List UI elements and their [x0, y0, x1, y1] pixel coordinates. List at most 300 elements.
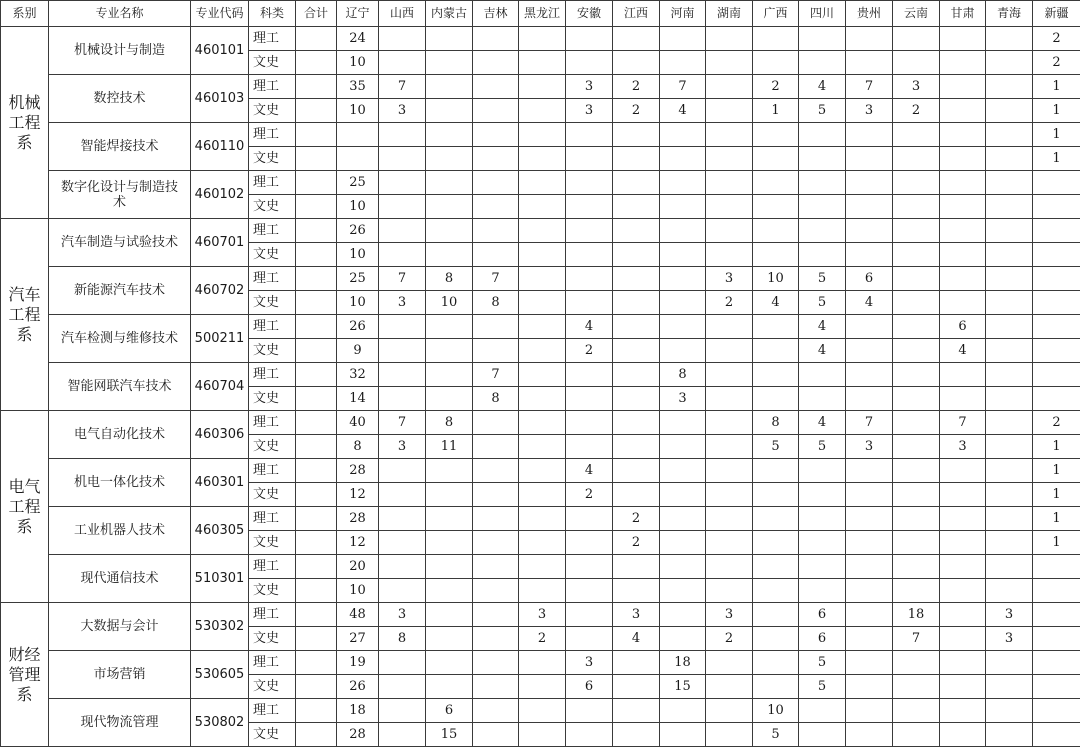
- quota-cell: [519, 219, 566, 243]
- quota-cell: [473, 123, 519, 147]
- quota-cell: [846, 51, 893, 75]
- quota-cell: [566, 699, 613, 723]
- quota-cell: [660, 555, 706, 579]
- quota-cell: [893, 195, 940, 219]
- subject-category-cell: 文史: [249, 435, 296, 459]
- major-code-cell: 530605: [191, 651, 249, 699]
- quota-cell: [940, 195, 986, 219]
- table-row: [1, 459, 1080, 483]
- quota-cell: 18: [337, 699, 379, 723]
- quota-cell: 10: [337, 51, 379, 75]
- quota-cell: [893, 51, 940, 75]
- quota-cell: 5: [799, 675, 846, 699]
- quota-cell: [473, 195, 519, 219]
- quota-cell: [613, 339, 660, 363]
- column-header: 云南: [893, 1, 940, 27]
- quota-cell: [473, 147, 519, 171]
- quota-cell: 2: [566, 339, 613, 363]
- quota-cell: 4: [940, 339, 986, 363]
- quota-cell: [940, 147, 986, 171]
- quota-cell: [846, 723, 893, 747]
- quota-cell: [846, 459, 893, 483]
- quota-cell: [846, 339, 893, 363]
- quota-cell: [940, 675, 986, 699]
- quota-cell: [846, 555, 893, 579]
- quota-cell: [846, 147, 893, 171]
- quota-cell: [846, 507, 893, 531]
- table-row: [1, 315, 1080, 339]
- quota-cell: [660, 123, 706, 147]
- table-row: [1, 411, 1080, 435]
- quota-cell: [753, 171, 799, 195]
- quota-cell: 10: [337, 291, 379, 315]
- quota-cell: [986, 171, 1033, 195]
- quota-cell: [473, 555, 519, 579]
- quota-cell: 2: [613, 99, 660, 123]
- quota-cell: [799, 531, 846, 555]
- quota-cell: [1033, 723, 1080, 747]
- quota-cell: 8: [473, 291, 519, 315]
- quota-cell: [519, 147, 566, 171]
- total-cell: [296, 243, 337, 267]
- quota-cell: [893, 723, 940, 747]
- quota-cell: 3: [566, 99, 613, 123]
- major-code-cell: 460702: [191, 267, 249, 315]
- total-cell: [296, 267, 337, 291]
- quota-cell: 3: [379, 99, 426, 123]
- quota-cell: [706, 171, 753, 195]
- quota-cell: [893, 555, 940, 579]
- quota-cell: [426, 195, 473, 219]
- column-header: 江西: [613, 1, 660, 27]
- major-name-cell: 大数据与会计: [49, 603, 191, 651]
- quota-cell: [379, 507, 426, 531]
- department-cell: 汽车工程系: [1, 219, 49, 411]
- quota-cell: [846, 579, 893, 603]
- quota-cell: [473, 579, 519, 603]
- total-cell: [296, 291, 337, 315]
- quota-cell: [986, 267, 1033, 291]
- column-header: 青海: [986, 1, 1033, 27]
- quota-cell: [706, 123, 753, 147]
- quota-cell: [379, 147, 426, 171]
- quota-cell: [426, 219, 473, 243]
- quota-cell: [893, 507, 940, 531]
- quota-cell: [846, 27, 893, 51]
- table-row: [1, 651, 1080, 675]
- quota-cell: [660, 723, 706, 747]
- subject-category-cell: 理工: [249, 603, 296, 627]
- quota-cell: [473, 603, 519, 627]
- quota-cell: [706, 339, 753, 363]
- major-code-cell: 530302: [191, 603, 249, 651]
- quota-cell: [473, 723, 519, 747]
- quota-cell: [986, 507, 1033, 531]
- quota-cell: [473, 171, 519, 195]
- quota-cell: [799, 243, 846, 267]
- quota-cell: [473, 411, 519, 435]
- quota-cell: [613, 243, 660, 267]
- quota-cell: [379, 171, 426, 195]
- quota-cell: [706, 411, 753, 435]
- quota-cell: 14: [337, 387, 379, 411]
- quota-cell: 4: [566, 459, 613, 483]
- quota-cell: [613, 483, 660, 507]
- subject-category-cell: 理工: [249, 123, 296, 147]
- quota-cell: [753, 315, 799, 339]
- major-name-cell: 市场营销: [49, 651, 191, 699]
- quota-cell: [846, 675, 893, 699]
- major-code-cell: 460301: [191, 459, 249, 507]
- quota-cell: 3: [566, 651, 613, 675]
- quota-cell: [519, 411, 566, 435]
- quota-cell: [799, 507, 846, 531]
- total-cell: [296, 363, 337, 387]
- quota-cell: [986, 387, 1033, 411]
- quota-cell: [473, 339, 519, 363]
- quota-cell: [660, 315, 706, 339]
- quota-cell: 7: [473, 267, 519, 291]
- quota-cell: [940, 291, 986, 315]
- quota-cell: [473, 699, 519, 723]
- quota-cell: 8: [426, 411, 473, 435]
- total-cell: [296, 387, 337, 411]
- quota-cell: 3: [660, 387, 706, 411]
- quota-cell: [566, 555, 613, 579]
- quota-cell: [426, 627, 473, 651]
- quota-cell: 3: [986, 603, 1033, 627]
- quota-cell: [986, 195, 1033, 219]
- quota-cell: [566, 243, 613, 267]
- quota-cell: [799, 363, 846, 387]
- quota-cell: 2: [519, 627, 566, 651]
- total-cell: [296, 435, 337, 459]
- quota-cell: 28: [337, 507, 379, 531]
- quota-cell: [986, 99, 1033, 123]
- quota-cell: [473, 315, 519, 339]
- quota-cell: [706, 651, 753, 675]
- quota-cell: [706, 507, 753, 531]
- quota-cell: [940, 267, 986, 291]
- table-row: [1, 699, 1080, 723]
- quota-cell: [893, 387, 940, 411]
- quota-cell: 12: [337, 531, 379, 555]
- quota-cell: [426, 579, 473, 603]
- quota-cell: [660, 219, 706, 243]
- quota-cell: 6: [846, 267, 893, 291]
- quota-cell: 12: [337, 483, 379, 507]
- quota-cell: 32: [337, 363, 379, 387]
- total-cell: [296, 675, 337, 699]
- quota-cell: [846, 123, 893, 147]
- quota-cell: [706, 243, 753, 267]
- quota-cell: [846, 363, 893, 387]
- column-header: 四川: [799, 1, 846, 27]
- major-name-cell: 汽车检测与维修技术: [49, 315, 191, 363]
- quota-cell: [753, 51, 799, 75]
- quota-cell: [519, 339, 566, 363]
- quota-cell: [706, 579, 753, 603]
- quota-cell: [940, 27, 986, 51]
- quota-cell: [706, 435, 753, 459]
- table-row: [1, 219, 1080, 243]
- quota-cell: 11: [426, 435, 473, 459]
- quota-cell: [940, 531, 986, 555]
- quota-cell: [426, 75, 473, 99]
- quota-cell: [613, 291, 660, 315]
- quota-cell: [379, 387, 426, 411]
- quota-cell: [940, 579, 986, 603]
- quota-cell: [940, 123, 986, 147]
- quota-cell: [613, 435, 660, 459]
- quota-cell: [986, 555, 1033, 579]
- total-cell: [296, 411, 337, 435]
- quota-cell: [893, 27, 940, 51]
- major-code-cell: 460306: [191, 411, 249, 459]
- quota-cell: [706, 363, 753, 387]
- quota-cell: [940, 483, 986, 507]
- quota-cell: [753, 363, 799, 387]
- quota-cell: [519, 651, 566, 675]
- quota-cell: [613, 699, 660, 723]
- subject-category-cell: 理工: [249, 219, 296, 243]
- quota-cell: [753, 531, 799, 555]
- department-cell: 电气工程系: [1, 411, 49, 603]
- total-cell: [296, 339, 337, 363]
- quota-cell: [986, 363, 1033, 387]
- quota-cell: 3: [379, 435, 426, 459]
- quota-cell: 5: [799, 99, 846, 123]
- quota-cell: [379, 675, 426, 699]
- quota-cell: [379, 363, 426, 387]
- column-header: 山西: [379, 1, 426, 27]
- column-header: 内蒙古: [426, 1, 473, 27]
- quota-cell: [379, 195, 426, 219]
- table-row: [1, 555, 1080, 579]
- major-name-cell: 工业机器人技术: [49, 507, 191, 555]
- quota-cell: 7: [893, 627, 940, 651]
- quota-cell: 7: [379, 411, 426, 435]
- quota-cell: [660, 171, 706, 195]
- quota-cell: 8: [426, 267, 473, 291]
- quota-cell: 4: [613, 627, 660, 651]
- quota-cell: 15: [660, 675, 706, 699]
- quota-cell: [660, 483, 706, 507]
- subject-category-cell: 理工: [249, 699, 296, 723]
- quota-cell: 48: [337, 603, 379, 627]
- department-cell: 财经管理系: [1, 603, 49, 747]
- quota-cell: [706, 75, 753, 99]
- quota-cell: 8: [337, 435, 379, 459]
- table-row: [1, 27, 1080, 51]
- quota-cell: [986, 219, 1033, 243]
- quota-cell: [846, 195, 893, 219]
- quota-cell: [660, 243, 706, 267]
- quota-cell: [753, 147, 799, 171]
- quota-cell: 15: [426, 723, 473, 747]
- quota-cell: 24: [337, 27, 379, 51]
- major-code-cell: 460704: [191, 363, 249, 411]
- quota-cell: [706, 723, 753, 747]
- major-name-cell: 数字化设计与制造技术: [49, 171, 191, 219]
- quota-cell: 5: [753, 723, 799, 747]
- quota-cell: [940, 459, 986, 483]
- quota-cell: [379, 219, 426, 243]
- quota-cell: 5: [753, 435, 799, 459]
- total-cell: [296, 603, 337, 627]
- major-name-cell: 智能焊接技术: [49, 123, 191, 171]
- quota-cell: [566, 507, 613, 531]
- quota-cell: [893, 411, 940, 435]
- quota-cell: [613, 387, 660, 411]
- quota-cell: 4: [799, 411, 846, 435]
- total-cell: [296, 219, 337, 243]
- quota-cell: [566, 267, 613, 291]
- quota-cell: [473, 531, 519, 555]
- department-cell: 机械工程系: [1, 27, 49, 219]
- quota-cell: [753, 459, 799, 483]
- quota-cell: [706, 675, 753, 699]
- quota-cell: 18: [893, 603, 940, 627]
- quota-cell: [566, 51, 613, 75]
- quota-cell: [799, 219, 846, 243]
- quota-cell: 6: [566, 675, 613, 699]
- quota-cell: [799, 459, 846, 483]
- quota-cell: 1: [1033, 435, 1080, 459]
- quota-cell: [986, 339, 1033, 363]
- quota-cell: [379, 483, 426, 507]
- quota-cell: 4: [660, 99, 706, 123]
- quota-cell: [986, 723, 1033, 747]
- major-name-cell: 汽车制造与试验技术: [49, 219, 191, 267]
- subject-category-cell: 理工: [249, 27, 296, 51]
- quota-cell: [986, 579, 1033, 603]
- quota-cell: [1033, 651, 1080, 675]
- table-body: [1, 1, 1080, 747]
- quota-cell: [473, 219, 519, 243]
- quota-cell: [1033, 219, 1080, 243]
- total-cell: [296, 579, 337, 603]
- quota-cell: 1: [1033, 531, 1080, 555]
- quota-cell: [337, 147, 379, 171]
- quota-cell: [519, 27, 566, 51]
- quota-cell: 7: [473, 363, 519, 387]
- quota-cell: [753, 243, 799, 267]
- quota-cell: [566, 579, 613, 603]
- quota-cell: 6: [426, 699, 473, 723]
- quota-cell: [426, 531, 473, 555]
- quota-cell: 1: [1033, 99, 1080, 123]
- quota-cell: [473, 51, 519, 75]
- table-row: [1, 123, 1080, 147]
- quota-cell: 8: [753, 411, 799, 435]
- quota-cell: [519, 291, 566, 315]
- total-cell: [296, 315, 337, 339]
- quota-cell: 10: [337, 195, 379, 219]
- quota-cell: [753, 627, 799, 651]
- quota-cell: [799, 27, 846, 51]
- quota-cell: [519, 699, 566, 723]
- quota-cell: [613, 267, 660, 291]
- quota-cell: [1033, 363, 1080, 387]
- quota-cell: 2: [566, 483, 613, 507]
- quota-cell: [799, 123, 846, 147]
- quota-cell: [566, 195, 613, 219]
- quota-cell: 10: [753, 699, 799, 723]
- quota-cell: [519, 579, 566, 603]
- quota-cell: [660, 579, 706, 603]
- quota-cell: [1033, 675, 1080, 699]
- quota-cell: [426, 171, 473, 195]
- major-name-cell: 数控技术: [49, 75, 191, 123]
- subject-category-cell: 文史: [249, 51, 296, 75]
- quota-cell: [473, 27, 519, 51]
- major-code-cell: 500211: [191, 315, 249, 363]
- quota-cell: [519, 75, 566, 99]
- subject-category-cell: 文史: [249, 579, 296, 603]
- table-row: [1, 363, 1080, 387]
- quota-cell: [986, 27, 1033, 51]
- total-cell: [296, 75, 337, 99]
- quota-cell: [940, 243, 986, 267]
- quota-cell: [753, 483, 799, 507]
- quota-cell: [426, 483, 473, 507]
- quota-cell: [893, 339, 940, 363]
- quota-cell: [613, 555, 660, 579]
- quota-cell: [893, 483, 940, 507]
- quota-cell: 1: [1033, 147, 1080, 171]
- quota-cell: [940, 603, 986, 627]
- quota-cell: [426, 123, 473, 147]
- major-code-cell: 460305: [191, 507, 249, 555]
- quota-cell: [986, 459, 1033, 483]
- quota-cell: [893, 243, 940, 267]
- quota-cell: [893, 315, 940, 339]
- quota-cell: [753, 387, 799, 411]
- subject-category-cell: 理工: [249, 363, 296, 387]
- quota-cell: 5: [799, 291, 846, 315]
- quota-cell: [566, 363, 613, 387]
- quota-cell: [753, 123, 799, 147]
- quota-cell: [753, 675, 799, 699]
- quota-cell: [753, 555, 799, 579]
- quota-cell: [519, 459, 566, 483]
- quota-cell: [613, 675, 660, 699]
- quota-cell: [473, 75, 519, 99]
- quota-cell: [473, 435, 519, 459]
- quota-cell: [846, 531, 893, 555]
- quota-cell: [1033, 603, 1080, 627]
- quota-cell: [519, 363, 566, 387]
- quota-cell: [660, 339, 706, 363]
- quota-cell: 2: [1033, 51, 1080, 75]
- quota-cell: [753, 579, 799, 603]
- quota-cell: [379, 579, 426, 603]
- quota-cell: [986, 243, 1033, 267]
- quota-cell: 5: [799, 435, 846, 459]
- quota-cell: [940, 627, 986, 651]
- quota-cell: 1: [1033, 123, 1080, 147]
- column-header: 湖南: [706, 1, 753, 27]
- total-cell: [296, 627, 337, 651]
- quota-cell: 2: [613, 75, 660, 99]
- quota-cell: 7: [379, 267, 426, 291]
- quota-cell: [613, 363, 660, 387]
- quota-cell: [846, 627, 893, 651]
- quota-cell: [799, 195, 846, 219]
- quota-cell: 4: [846, 291, 893, 315]
- quota-cell: [519, 435, 566, 459]
